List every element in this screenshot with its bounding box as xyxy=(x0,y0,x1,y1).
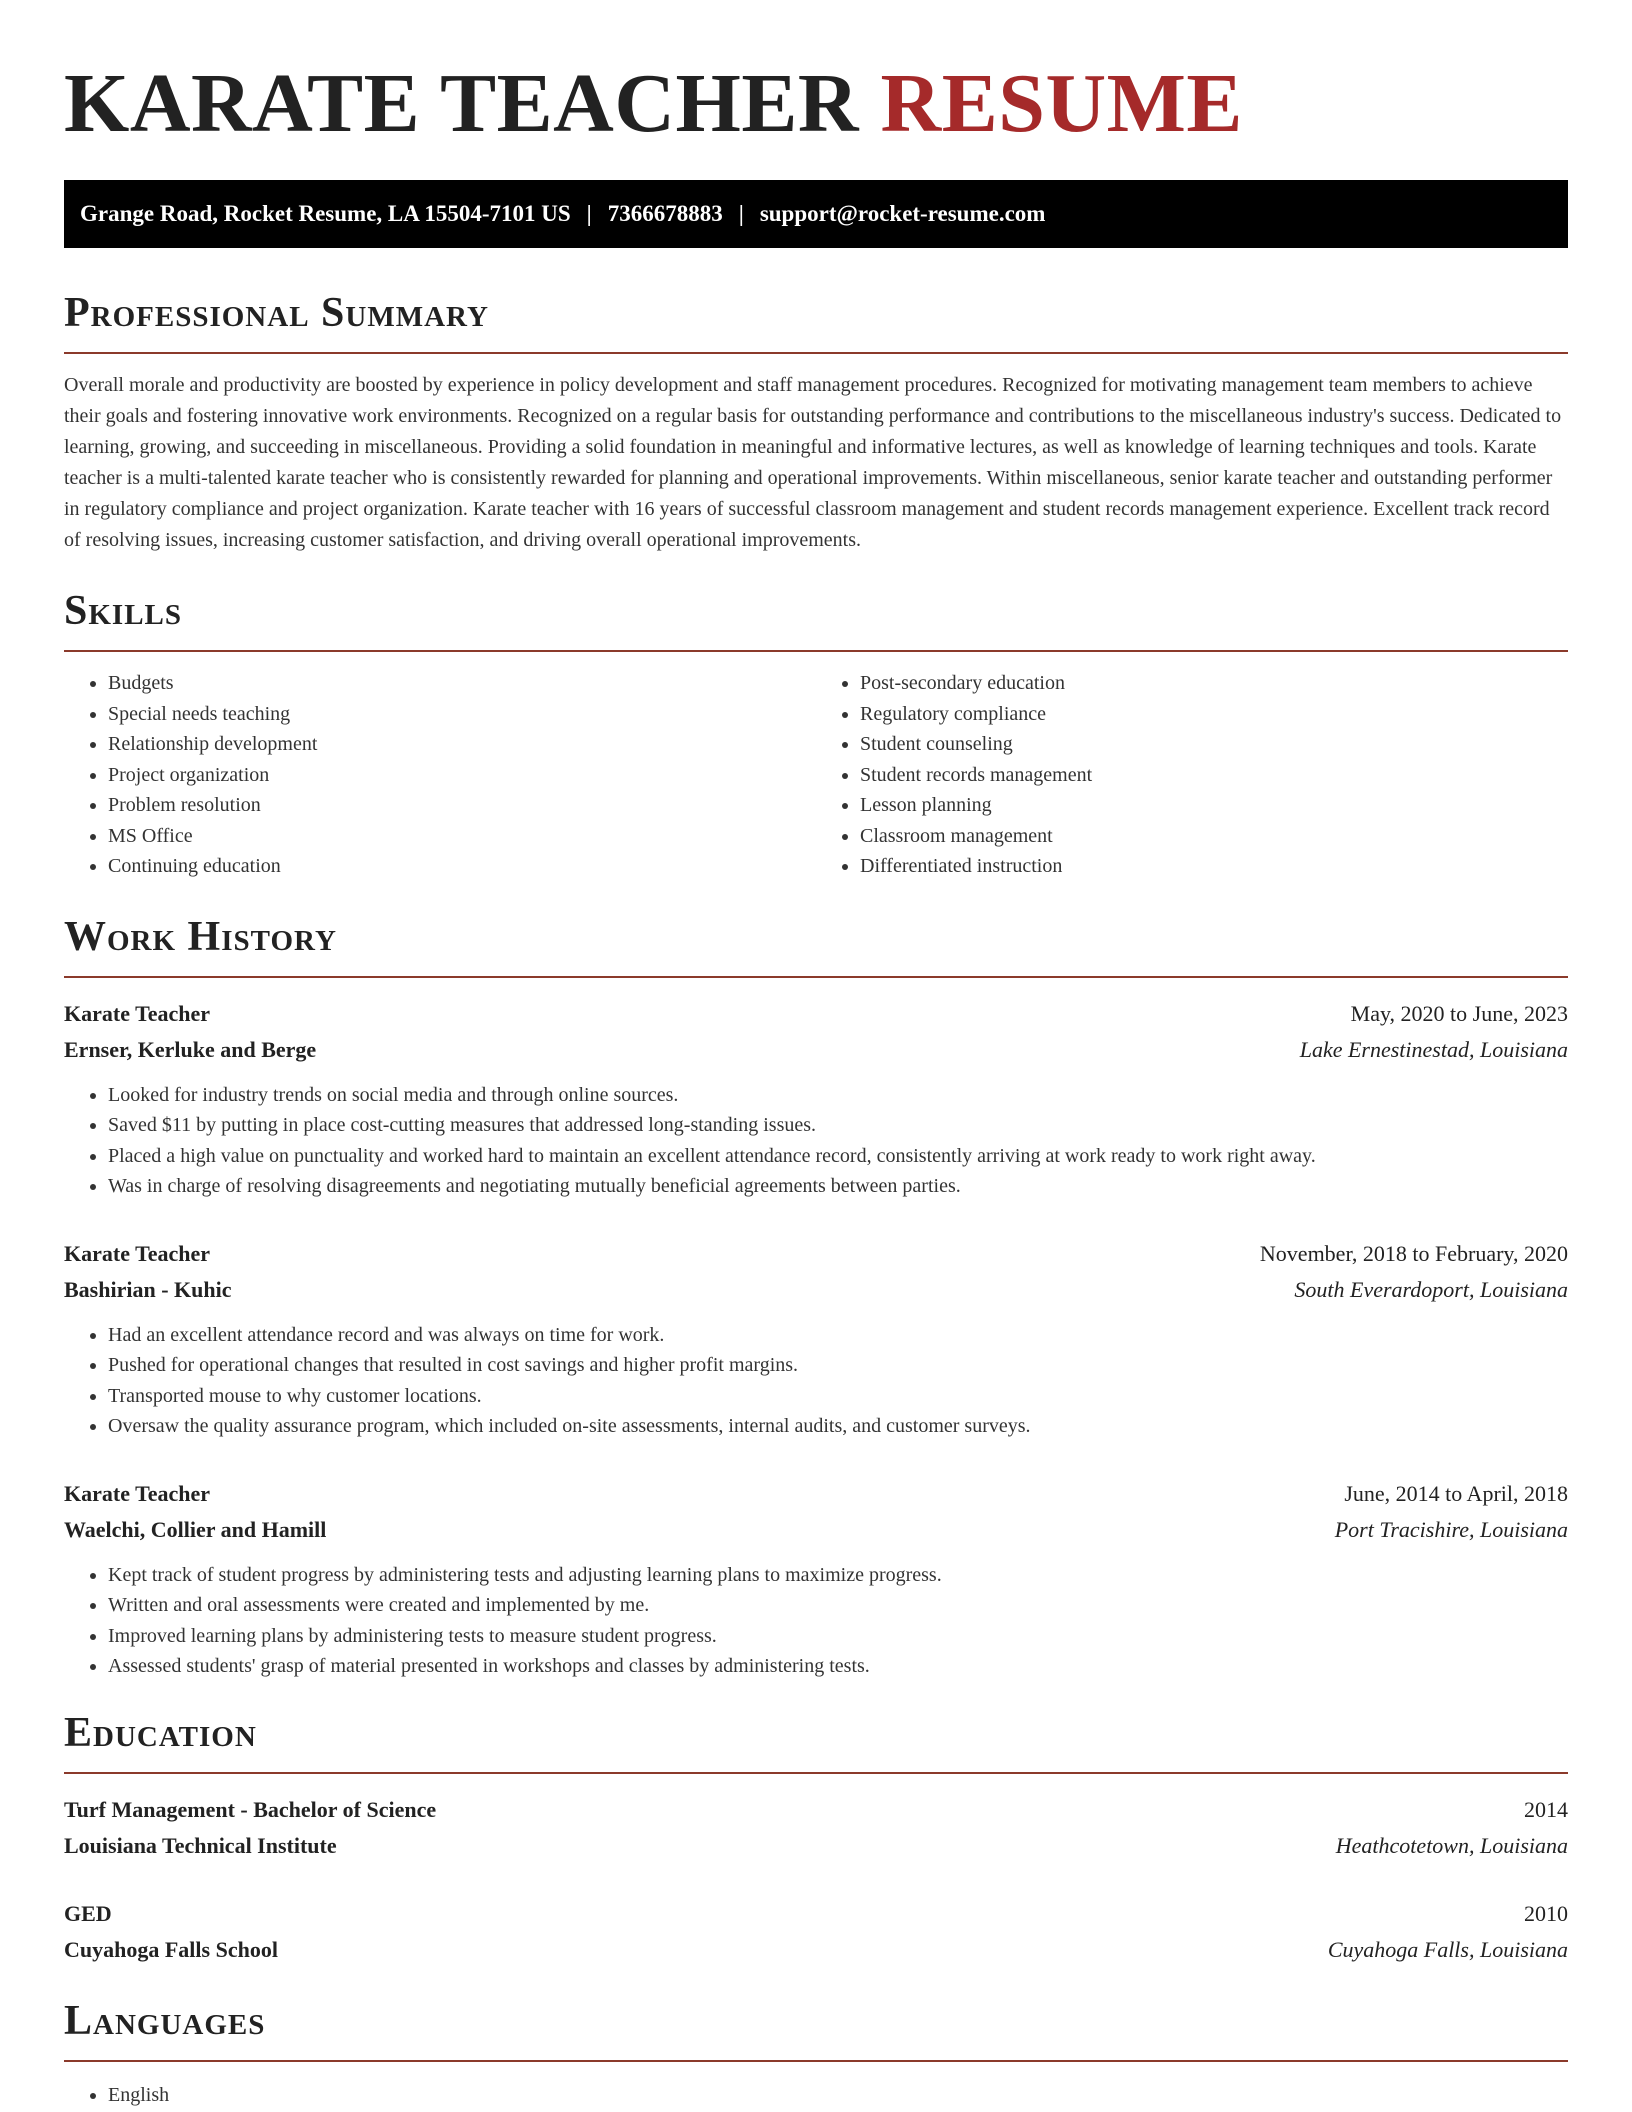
job-company: Waelchi, Collier and Hamill xyxy=(64,1516,327,1542)
job-location: Lake Ernestinestad, Louisiana xyxy=(1299,1036,1568,1062)
skill-item: • Lesson planning xyxy=(860,790,1568,821)
job-title: Karate Teacher xyxy=(64,1240,211,1266)
job-title-row xyxy=(64,1476,1568,1512)
title-main: KARATE TEACHER xyxy=(64,57,860,150)
skill-item: • Project organization xyxy=(108,760,816,791)
contact-email: support@rocket-resume.com xyxy=(759,201,1046,226)
job-dates: May, 2020 to June, 2023 xyxy=(1350,1000,1568,1026)
contact-separator: | xyxy=(738,201,744,226)
education-entry xyxy=(64,1792,1568,1864)
education-degree: Turf Management - Bachelor of Science xyxy=(64,1796,437,1822)
job-title-row xyxy=(64,996,1568,1032)
job-duty: • Was in charge of resolving disagreements and negotiating mutually beneficial agreements between parties. xyxy=(108,1171,1568,1202)
education-school-row xyxy=(64,1828,1568,1864)
contact-phone: 7366678883 xyxy=(607,201,723,226)
skill-item: • Budgets xyxy=(108,668,816,699)
languages-section xyxy=(64,1996,1568,2110)
skill-item: • MS Office xyxy=(108,821,816,852)
contact-address: Grange Road, Rocket Resume, LA 15504-7101 US xyxy=(80,201,571,226)
job-duty: • Saved $11 by putting in place cost-cutting measures that addressed long-standing issues. xyxy=(108,1110,1568,1141)
skills-grid xyxy=(64,668,1568,882)
job-duty: • Pushed for operational changes that resulted in cost savings and higher profit margins. xyxy=(108,1350,1568,1381)
language-item: • English xyxy=(108,2080,1568,2110)
languages-heading: Languages xyxy=(64,1996,1568,2062)
contact-separator: | xyxy=(586,201,592,226)
job-duty: • Kept track of student progress by administering tests and adjusting learning plans to maximize progress. xyxy=(108,1560,1568,1591)
job-duty: • Placed a high value on punctuality and worked hard to maintain an excellent attendance record, consistently arriving at work ready to work right away. xyxy=(108,1141,1568,1172)
work-history-heading: Work History xyxy=(64,912,1568,978)
job-entry xyxy=(64,996,1568,1202)
job-title: Karate Teacher xyxy=(64,1000,211,1026)
job-dates: November, 2018 to February, 2020 xyxy=(1259,1240,1568,1266)
skill-item: • Differentiated instruction xyxy=(860,851,1568,882)
job-duty: • Oversaw the quality assurance program, which included on-site assessments, internal audits, and customer surveys. xyxy=(108,1411,1568,1442)
education-school: Cuyahoga Falls School xyxy=(64,1936,278,1962)
job-company: Ernser, Kerluke and Berge xyxy=(64,1036,317,1062)
languages-list xyxy=(64,2080,1568,2110)
education-degree-row xyxy=(64,1896,1568,1932)
job-title-row xyxy=(64,1236,1568,1272)
title-accent: RESUME xyxy=(880,57,1243,150)
skill-item: • Special needs teaching xyxy=(108,699,816,730)
education-year: 2014 xyxy=(1524,1796,1568,1822)
skills-list-right xyxy=(816,668,1568,882)
skill-item: • Student counseling xyxy=(860,729,1568,760)
skill-item: • Problem resolution xyxy=(108,790,816,821)
job-location: Port Tracishire, Louisiana xyxy=(1334,1516,1568,1542)
skills-list-left xyxy=(64,668,816,882)
job-duties xyxy=(64,1320,1568,1442)
job-title: Karate Teacher xyxy=(64,1480,211,1506)
education-entry xyxy=(64,1896,1568,1968)
job-duty: • Transported mouse to why customer locations. xyxy=(108,1381,1568,1412)
work-history-section xyxy=(64,912,1568,1682)
job-location: South Everardoport, Louisiana xyxy=(1294,1276,1568,1302)
job-company-row xyxy=(64,1032,1568,1068)
job-duty: • Assessed students' grasp of material presented in workshops and classes by administering tests. xyxy=(108,1651,1568,1682)
resume-title xyxy=(64,0,1568,152)
education-degree-row xyxy=(64,1792,1568,1828)
job-company: Bashirian - Kuhic xyxy=(64,1276,232,1302)
education-school-row xyxy=(64,1932,1568,1968)
contact-bar xyxy=(64,180,1568,248)
job-company-row xyxy=(64,1512,1568,1548)
job-company-row xyxy=(64,1272,1568,1308)
skills-section xyxy=(64,586,1568,882)
education-location: Cuyahoga Falls, Louisiana xyxy=(1327,1936,1568,1962)
skill-item: • Student records management xyxy=(860,760,1568,791)
job-duties xyxy=(64,1560,1568,1682)
job-duty: • Written and oral assessments were created and implemented by me. xyxy=(108,1590,1568,1621)
job-dates: June, 2014 to April, 2018 xyxy=(1344,1480,1568,1506)
skill-item: • Regulatory compliance xyxy=(860,699,1568,730)
job-duties xyxy=(64,1080,1568,1202)
education-year: 2010 xyxy=(1524,1900,1568,1926)
education-school: Louisiana Technical Institute xyxy=(64,1832,337,1858)
education-section xyxy=(64,1708,1568,1968)
summary-heading: Professional Summary xyxy=(64,288,1568,354)
skill-item: • Classroom management xyxy=(860,821,1568,852)
summary-text: Overall morale and productivity are boosted by experience in policy development and staff management procedures. Recognized for motivating management team members to achieve their goals and fostering innovative work environments. Recognized on a regular basis for outstanding performance and contributions to the miscellaneous industry's success. Dedicated to learning, growing, and succeeding in miscellaneous. Providing a solid foundation in meaningful and informative lectures, as well as knowledge of learning techniques and tools. Karate teacher is a multi-talented karate teacher who is consistently rewarded for planning and operational improvements. Within miscellaneous, senior karate teacher and outstanding performer in regulatory compliance and project organization. Karate teacher with 16 years of successful classroom management and student records management experience. Excellent track record of resolving issues, increasing customer satisfaction, and driving overall operational improvements. xyxy=(64,374,1562,551)
skill-item: • Relationship development xyxy=(108,729,816,760)
job-duty: • Had an excellent attendance record and was always on time for work. xyxy=(108,1320,1568,1351)
job-entry xyxy=(64,1236,1568,1442)
education-degree: GED xyxy=(64,1900,112,1926)
skills-heading: Skills xyxy=(64,586,1568,652)
job-entry xyxy=(64,1476,1568,1682)
skill-item: • Post-secondary education xyxy=(860,668,1568,699)
job-duty: • Improved learning plans by administering tests to measure student progress. xyxy=(108,1621,1568,1652)
education-location: Heathcotetown, Louisiana xyxy=(1335,1832,1568,1858)
education-heading: Education xyxy=(64,1708,1568,1774)
summary-section xyxy=(64,288,1568,556)
job-duty: • Looked for industry trends on social media and through online sources. xyxy=(108,1080,1568,1111)
skill-item: • Continuing education xyxy=(108,851,816,882)
